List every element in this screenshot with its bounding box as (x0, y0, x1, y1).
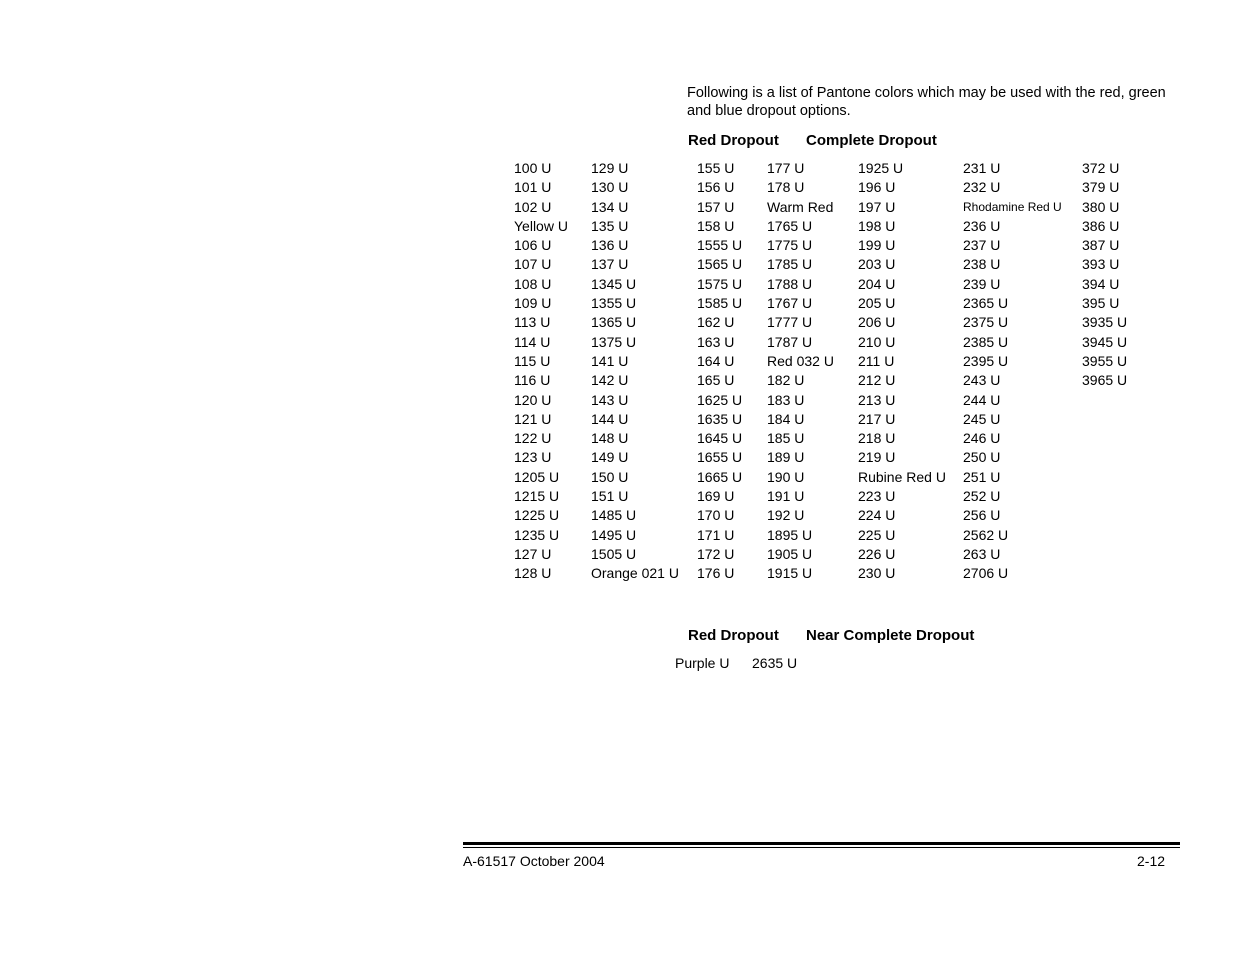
color-entry: 171 U (697, 526, 735, 543)
color-entry: 2562 U (963, 526, 1009, 543)
color-entry: 158 U (697, 217, 735, 234)
color-entry: 1645 U (697, 430, 743, 447)
color-entry: 182 U (767, 372, 805, 389)
section1-heading-right: Complete Dropout (806, 132, 937, 149)
color-entry: 244 U (963, 391, 1001, 408)
color-entry: 100 U (514, 160, 552, 176)
color-entry: 123 U (514, 449, 552, 466)
color-entry: 1585 U (697, 295, 743, 312)
near-complete-item: 2635 U (752, 655, 798, 671)
color-entry: 189 U (767, 449, 805, 466)
color-column-4 (767, 159, 834, 584)
color-entry: 1785 U (767, 256, 813, 273)
color-entry: 232 U (963, 179, 1001, 196)
color-entry: 203 U (858, 256, 896, 273)
color-entry: 1575 U (697, 275, 743, 292)
footer-page-number: 2-12 (1137, 853, 1166, 869)
color-entry: 219 U (858, 449, 896, 466)
color-entry: 231 U (963, 160, 1001, 176)
color-entry: 164 U (697, 352, 735, 369)
color-entry: 1205 U (514, 468, 560, 485)
color-entry: 163 U (697, 333, 735, 350)
color-entry: 2385 U (963, 333, 1009, 350)
color-entry: 2706 U (963, 565, 1009, 582)
color-entry: 1215 U (514, 488, 560, 505)
color-entry: 224 U (858, 507, 896, 524)
color-entry: 176 U (697, 565, 735, 582)
color-entry: 162 U (697, 314, 735, 331)
color-entry: 151 U (591, 488, 629, 505)
color-entry: 170 U (697, 507, 735, 524)
color-entry: 116 U (514, 372, 551, 389)
color-column-3 (697, 159, 742, 584)
color-entry: 1915 U (767, 565, 813, 582)
color-entry: 128 U (514, 565, 552, 582)
color-entry: 251 U (963, 468, 1001, 485)
color-entry: 1925 U (858, 160, 904, 176)
color-entry: 169 U (697, 488, 735, 505)
color-entry: 1655 U (697, 449, 743, 466)
color-entry: 177 U (767, 160, 805, 176)
color-entry: 183 U (767, 391, 805, 408)
color-entry: 198 U (858, 217, 896, 234)
color-entry: 144 U (591, 410, 629, 427)
color-entry: 149 U (591, 449, 629, 466)
color-entry: 108 U (514, 275, 552, 292)
color-entry: 2365 U (963, 295, 1009, 312)
color-entry: 246 U (963, 430, 1001, 447)
color-entry: 379 U (1082, 179, 1120, 196)
color-entry: 113 U (514, 314, 551, 331)
color-entry: 223 U (858, 488, 896, 505)
color-entry: 239 U (963, 275, 1001, 292)
color-column-1 (514, 159, 568, 584)
color-entry: 135 U (591, 217, 629, 234)
color-entry: 157 U (697, 198, 735, 215)
color-entry: 115 U (514, 352, 551, 369)
color-entry: 218 U (858, 430, 896, 447)
color-entry: 1365 U (591, 314, 637, 331)
color-entry: 1895 U (767, 526, 813, 543)
color-entry: 148 U (591, 430, 629, 447)
color-entry: 230 U (858, 565, 896, 582)
color-entry: 380 U (1082, 198, 1120, 215)
color-entry: 372 U (1082, 160, 1120, 176)
footer-doc-id: A-61517 October 2004 (463, 853, 605, 869)
color-column-2 (591, 159, 679, 584)
color-entry: 1505 U (591, 545, 637, 562)
color-entry: 178 U (767, 179, 805, 196)
color-entry: 165 U (697, 372, 735, 389)
color-entry: 1495 U (591, 526, 637, 543)
color-entry: 213 U (858, 391, 896, 408)
intro-paragraph: Following is a list of Pantone colors which may be used with the red, green and blue dropout options. (687, 85, 1166, 119)
color-entry: 1635 U (697, 410, 743, 427)
color-entry: 191 U (767, 488, 805, 505)
color-entry: 3945 U (1082, 333, 1128, 350)
color-entry: 252 U (963, 488, 1001, 505)
section1-heading (688, 132, 937, 149)
color-entry: 134 U (591, 198, 629, 215)
color-entry: 184 U (767, 410, 805, 427)
color-entry: 236 U (963, 217, 1001, 234)
color-entry: Orange 021 U (591, 565, 679, 582)
color-entry: 1765 U (767, 217, 813, 234)
color-entry: 141 U (591, 352, 629, 369)
color-entry: 204 U (858, 275, 896, 292)
color-entry: 114 U (514, 333, 551, 350)
color-column-7 (1082, 159, 1127, 391)
color-entry: 245 U (963, 410, 1001, 427)
color-entry: 185 U (767, 430, 805, 447)
color-entry: 1565 U (697, 256, 743, 273)
color-entry: 210 U (858, 333, 896, 350)
color-entry: 1355 U (591, 295, 637, 312)
color-entry: 3955 U (1082, 352, 1128, 369)
color-entry: 121 U (514, 410, 552, 427)
color-entry: 127 U (514, 545, 552, 562)
color-entry: Rhodamine Red U (963, 199, 1062, 214)
color-entry: 1225 U (514, 507, 560, 524)
color-entry: 197 U (858, 198, 896, 215)
color-entry: 120 U (514, 391, 552, 408)
color-entry: 136 U (591, 237, 629, 254)
color-entry: 1775 U (767, 237, 813, 254)
color-entry: 238 U (963, 256, 1001, 273)
color-column-6 (963, 159, 1062, 584)
color-entry: 395 U (1082, 295, 1120, 312)
color-entry: 1345 U (591, 275, 637, 292)
color-entry: 1375 U (591, 333, 637, 350)
color-entry: 387 U (1082, 237, 1120, 254)
color-entry: 106 U (514, 237, 552, 254)
section2-heading-right: Near Complete Dropout (806, 627, 975, 644)
color-entry: 3935 U (1082, 314, 1128, 331)
color-entry: 1777 U (767, 314, 813, 331)
color-entry: Yellow U (514, 217, 568, 234)
color-entry: 225 U (858, 526, 896, 543)
color-entry: 394 U (1082, 275, 1120, 292)
color-entry: 1788 U (767, 275, 813, 292)
color-entry: 237 U (963, 237, 1001, 254)
color-entry: 1235 U (514, 526, 560, 543)
color-entry: 212 U (858, 372, 896, 389)
color-entry: 263 U (963, 545, 1001, 562)
footer-rule-thick (463, 842, 1180, 845)
color-entry: 211 U (858, 352, 895, 369)
color-entry: 143 U (591, 391, 629, 408)
color-entry: 393 U (1082, 256, 1120, 273)
color-entry: 192 U (767, 507, 805, 524)
color-entry: 102 U (514, 198, 552, 215)
color-entry: 172 U (697, 545, 735, 562)
color-entry: 256 U (963, 507, 1001, 524)
color-entry: 155 U (697, 160, 735, 176)
color-entry: 206 U (858, 314, 896, 331)
color-entry: 142 U (591, 372, 629, 389)
footer-rule-thin (463, 847, 1180, 848)
color-entry: 1787 U (767, 333, 813, 350)
color-column-5 (858, 159, 946, 584)
color-entry: 1665 U (697, 468, 743, 485)
color-entry: 122 U (514, 430, 552, 447)
color-entry: 250 U (963, 449, 1001, 466)
color-entry: 1625 U (697, 391, 743, 408)
color-entry: 217 U (858, 410, 896, 427)
color-entry: 196 U (858, 179, 896, 196)
color-entry: 137 U (591, 256, 629, 273)
color-entry: 130 U (591, 179, 629, 196)
color-entry: Red 032 U (767, 352, 834, 369)
color-entry: 1485 U (591, 507, 637, 524)
color-entry: Rubine Red U (858, 468, 946, 485)
color-entry: 190 U (767, 468, 805, 485)
color-entry: 3965 U (1082, 372, 1128, 389)
color-entry: 1555 U (697, 237, 743, 254)
color-entry: 109 U (514, 295, 552, 312)
color-entry: 107 U (514, 256, 552, 273)
color-entry: 199 U (858, 237, 896, 254)
section2-heading-left: Red Dropout (688, 627, 779, 644)
color-entry: 150 U (591, 468, 629, 485)
near-complete-item: Purple U (675, 655, 730, 671)
color-entry: 156 U (697, 179, 735, 196)
color-entry: 129 U (591, 160, 629, 176)
color-entry: 205 U (858, 295, 896, 312)
color-entry: 101 U (514, 179, 552, 196)
color-entry: Warm Red (767, 198, 834, 215)
color-entry: 1767 U (767, 295, 813, 312)
color-entry: 2395 U (963, 352, 1009, 369)
color-entry: 386 U (1082, 217, 1120, 234)
color-entry: 1905 U (767, 545, 813, 562)
color-entry: 226 U (858, 545, 896, 562)
color-entry: 2375 U (963, 314, 1009, 331)
section1-heading-left: Red Dropout (688, 132, 779, 149)
section2-heading (688, 627, 975, 644)
color-entry: 243 U (963, 372, 1001, 389)
